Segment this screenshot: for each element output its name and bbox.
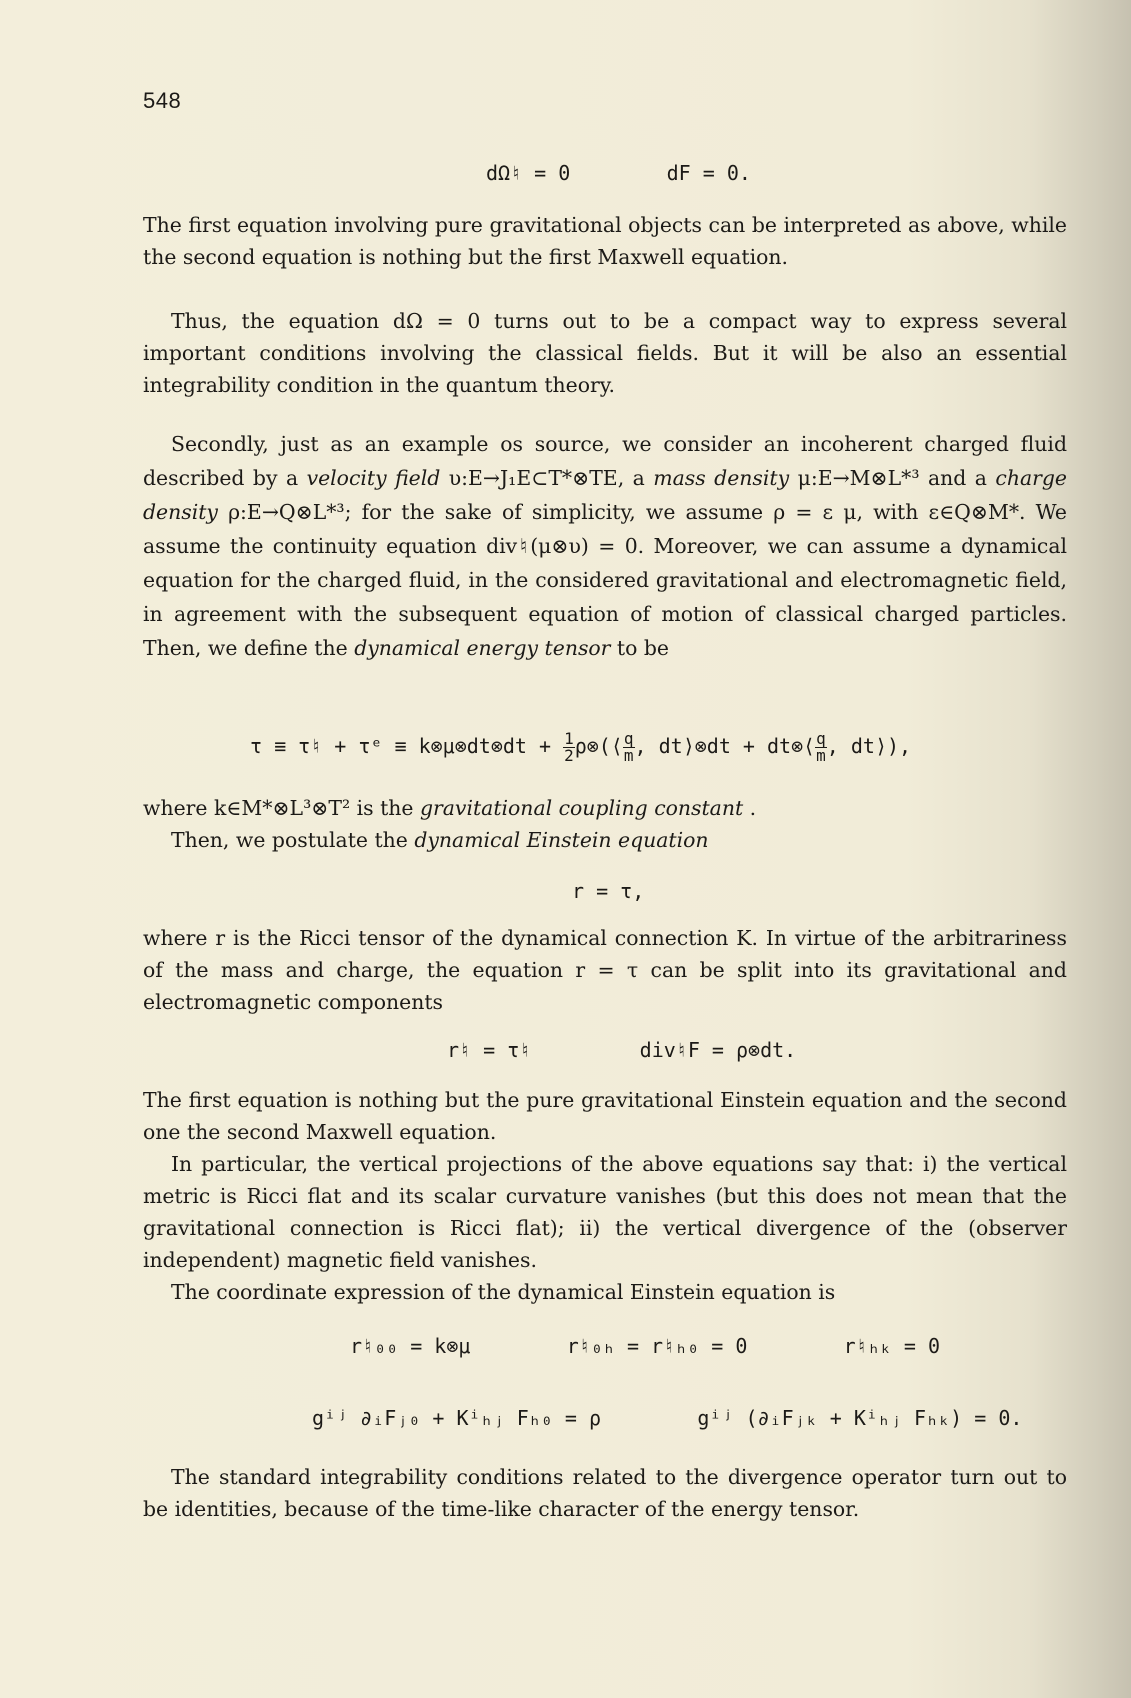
velocity-field-term: velocity field xyxy=(306,466,441,490)
tensor-end: , dt⟩), xyxy=(826,734,912,758)
fluid-text-a: Secondly, just as an example os source, we consider an incoherent charged fluid described by a xyxy=(143,432,1067,490)
paragraph-charged-fluid xyxy=(143,427,1067,665)
paragraph-compact-way: Thus, the equation dΩ = 0 turns out to be a compact way to express several important conditions involving the classical fields. But it will be also an essential integrability condition in the quantum theory. xyxy=(143,309,1067,397)
equation-coordinate-maxwell: gⁱʲ ∂ᵢFⱼ₀ + Kⁱₕⱼ Fₕ₀ = ρ gⁱʲ (∂ᵢFⱼₖ + Kⁱₕⱼ Fₕₖ) = 0. xyxy=(312,1406,1023,1430)
fluid-text-e: to be xyxy=(610,636,669,660)
mass-density-term: mass density xyxy=(653,466,790,490)
coupling-text-a: where k∈M*⊗L³⊗T² is the xyxy=(143,796,420,820)
fraction-q-over-m xyxy=(623,731,635,764)
m-denominator-2: m xyxy=(816,746,826,765)
tensor-mid2: , dt⟩⊗dt + dt⊗⟨ xyxy=(634,734,816,758)
paragraph-first-equation: The first equation involving pure gravitational objects can be interpreted as above, while the second equation is nothing but the first Maxwell equation. xyxy=(143,213,1067,269)
fraction-one-half xyxy=(563,731,575,764)
equation-closure: dΩ♮ = 0 dF = 0. xyxy=(486,161,751,185)
equation-coordinate-ricci: r♮₀₀ = k⊗μ r♮₀ₕ = r♮ₕ₀ = 0 r♮ₕₖ = 0 xyxy=(350,1334,941,1358)
tensor-left: τ ≡ τ♮ + τᵉ ≡ k⊗μ⊗dt⊗dt + xyxy=(250,734,564,758)
coupling-text-b: . xyxy=(743,796,757,820)
fluid-text-d: ρ:E→Q⊗L*³; for the sake of simplicity, we assume ρ = ε μ, with ε∈Q⊗M*. We assume the continuity equation div♮(μ⊗υ) = 0. Moreover, we can assume a dynamical equation for the charged fluid, in the considered gravitational and electromagnetic field, in agreement with the subsequent equation of motion of classical charged particles. Then, we define the xyxy=(143,500,1067,660)
tensor-mid: ρ⊗(⟨ xyxy=(574,734,623,758)
energy-tensor-term: dynamical energy tensor xyxy=(354,636,611,660)
paragraph-ricci-tensor: where r is the Ricci tensor of the dynamical connection K. In virtue of the arbitrariness of the mass and charge, the equation r = τ can be split into its gravitational and electromagnetic components xyxy=(143,926,1067,1014)
half-denominator: 2 xyxy=(564,746,574,765)
paragraph-integrability: The standard integrability conditions related to the divergence operator turn out to be identities, because of the time-like character of the energy tensor. xyxy=(143,1465,1067,1521)
m-denominator: m xyxy=(623,746,634,765)
paragraph-coordinate-expression: The coordinate expression of the dynamical Einstein equation is xyxy=(171,1280,836,1304)
einstein-equation-term: dynamical Einstein equation xyxy=(414,828,709,852)
paragraph-coupling-constant xyxy=(143,792,1067,824)
paragraph-postulate xyxy=(143,824,1067,856)
fluid-text-b: υ:E→J₁E⊂T*⊗TE, a xyxy=(440,466,654,490)
equation-energy-tensor xyxy=(250,731,911,764)
paragraph-pure-gravitational: The first equation is nothing but the pure gravitational Einstein equation and the second one the second Maxwell equation. xyxy=(143,1088,1067,1144)
page-number: 548 xyxy=(143,88,182,113)
fluid-text-c: μ:E→M⊗L*³ and a xyxy=(789,466,996,490)
q-numerator-2: q xyxy=(816,729,826,748)
charge-density-term: charge density xyxy=(143,466,1067,524)
half-numerator: 1 xyxy=(564,729,574,748)
q-numerator: q xyxy=(623,729,634,748)
paragraph-vertical-projections: In particular, the vertical projections of the above equations say that: i) the vertical metric is Ricci flat and its scalar curvature vanishes (but this does not mean that the gravitational connection is Ricci flat); ii) the vertical divergence of the (observer independent) magnetic field vanishes. xyxy=(143,1152,1067,1272)
equation-components: r♮ = τ♮ div♮F = ρ⊗dt. xyxy=(447,1038,797,1062)
postulate-text: Then, we postulate the xyxy=(171,828,415,852)
fraction-q-over-m-2 xyxy=(815,731,827,764)
equation-r-equals-tau: r = τ, xyxy=(572,879,645,903)
coupling-constant-term: gravitational coupling constant xyxy=(419,796,744,820)
